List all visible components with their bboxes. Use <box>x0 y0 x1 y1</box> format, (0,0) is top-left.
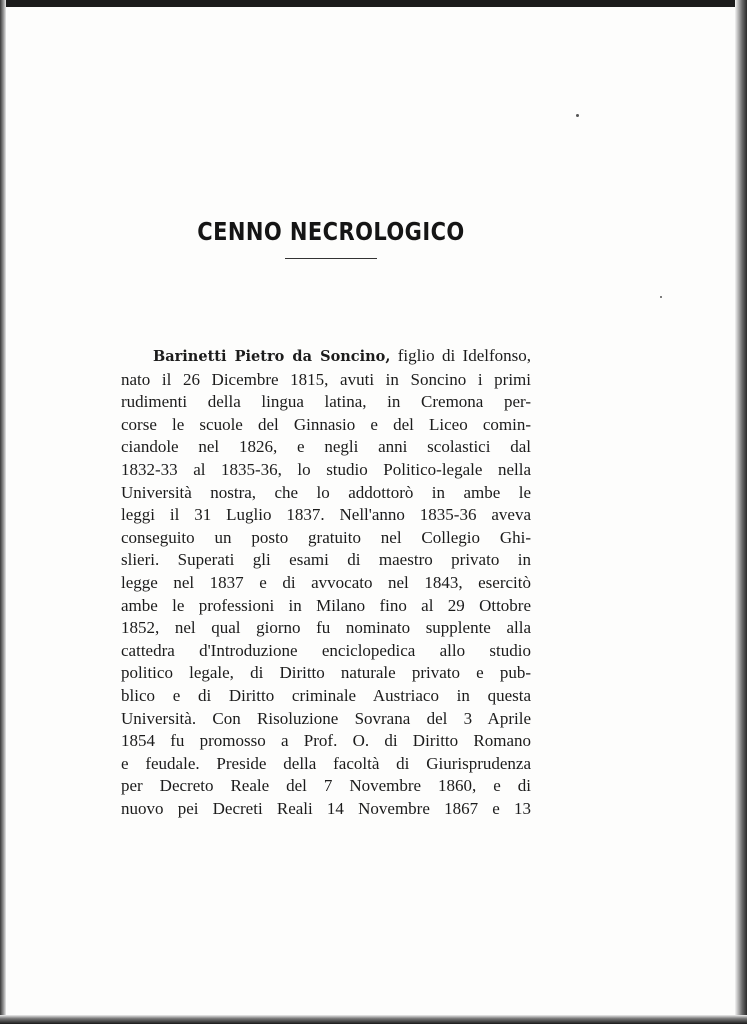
text-line: cattedra d'Introduzione enciclopedica allo studio <box>121 640 531 660</box>
text-line: Università nostra, che lo addottorò in ambe le <box>121 482 531 502</box>
text-line: leggi il 31 Luglio 1837. Nell'anno 1835-36 aveva <box>121 505 531 525</box>
lead-name: Barinetti Pietro da Soncino, <box>153 348 391 365</box>
text-line: slieri. Superati gli esami di maestro privato in <box>121 550 531 570</box>
text-line: 1852, nel qual giorno fu nominato supplente alla <box>121 618 531 638</box>
text-line: e feudale. Preside della facoltà di Giurisprudenza <box>121 753 531 773</box>
text-line: ambe le professioni in Milano fino al 29 Ottobre <box>121 595 531 615</box>
text-line-rest: figlio di Idelfonso, <box>397 346 531 365</box>
page-edge-right <box>735 0 747 1024</box>
text-line: rudimenti della lingua latina, in Cremona per- <box>121 392 531 412</box>
page-edge-left <box>0 0 6 1024</box>
page-edge-bottom <box>0 1015 747 1024</box>
print-speck <box>660 296 662 298</box>
text-line: 1832-33 al 1835-36, lo studio Politico-legale nella <box>121 459 531 479</box>
obituary-paragraph <box>121 345 531 820</box>
text-line: corse le scuole del Ginnasio e del Liceo comin- <box>121 414 531 434</box>
text-line: politico legale, di Diritto naturale privato e pub- <box>121 663 531 683</box>
text-line: conseguito un posto gratuito nel Collegio Ghi- <box>121 527 531 547</box>
text-line: nato il 26 Dicembre 1815, avuti in Soncino i primi <box>121 369 531 389</box>
text-line: per Decreto Reale del 7 Novembre 1860, e di <box>121 776 531 796</box>
text-line: Università. Con Risoluzione Sovrana del 3 Aprile <box>121 708 531 728</box>
text-line <box>121 345 531 369</box>
text-line: ciandole nel 1826, e negli anni scolastici dal <box>121 437 531 457</box>
title-divider <box>285 258 377 259</box>
page-title: CENNO NECROLOGICO <box>197 216 465 246</box>
page-edge-top <box>0 0 747 7</box>
print-speck <box>576 114 579 117</box>
text-line: legge nel 1837 e di avvocato nel 1843, esercitò <box>121 572 531 592</box>
text-line: 1854 fu promosso a Prof. O. di Diritto Romano <box>121 731 531 751</box>
text-line: blico e di Diritto criminale Austriaco in questa <box>121 685 531 705</box>
text-line: nuovo pei Decreti Reali 14 Novembre 1867 e 13 <box>121 798 531 818</box>
